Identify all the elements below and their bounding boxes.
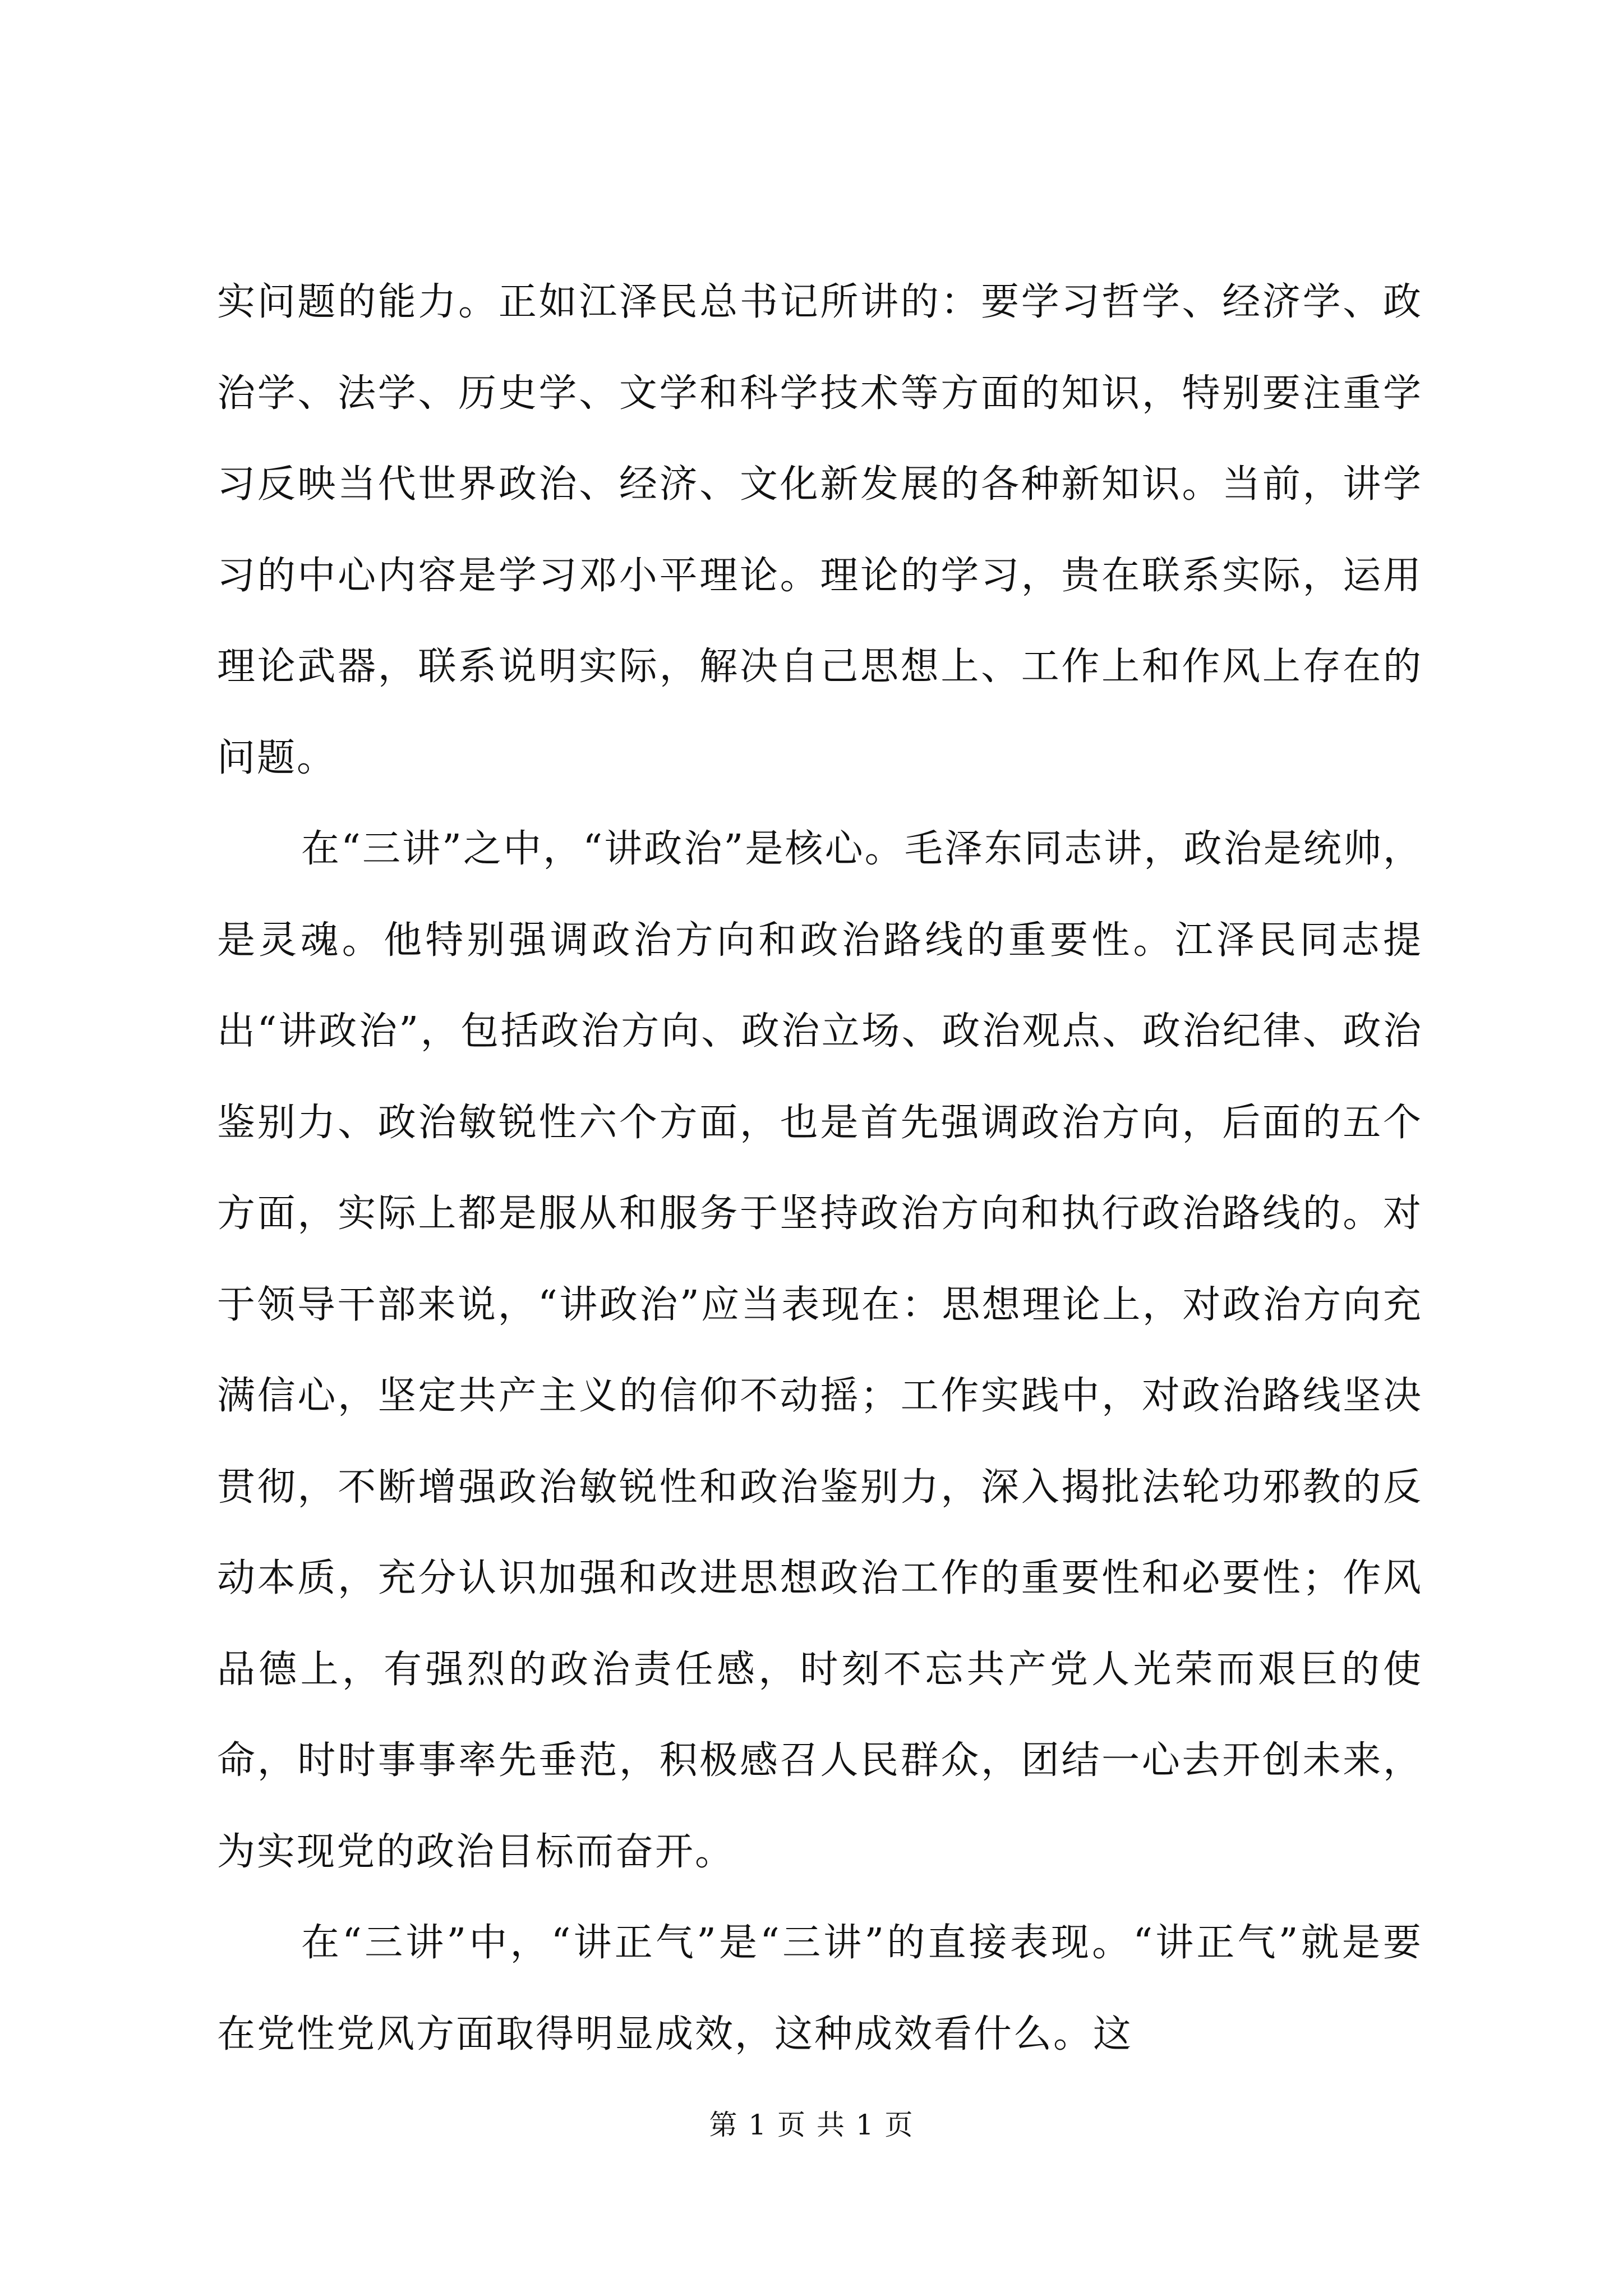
paragraph-3: 在“三讲”中，“讲正气”是“三讲”的直接表现。“讲正气”就是要在党性党风方面取得明显成效，这种成效看什么。这 (217, 1921, 1423, 2056)
document-body (217, 257, 1423, 2080)
paragraph-1: 实问题的能力。正如江泽民总书记所讲的：要学习哲学、经济学、政治学、法学、历史学、文学和科学技术等方面的知识，特别要注重学习反映当代世界政治、经济、文化新发展的各种新知识。当前，讲学习的中心内容是学习邓小平理论。理论的学习，贵在联系实际，运用理论武器，联系说明实际，解决自己思想上、工作上和作风上存在的问题。 (217, 280, 1423, 780)
page-number-footer: 第 1 页 共 1 页 (709, 2109, 914, 2141)
paragraph-2: 在“三讲”之中，“讲政治”是核心。毛泽东同志讲，政治是统帅，是灵魂。他特别强调政治方向和政治路线的重要性。江泽民同志提出“讲政治”，包括政治方向、政治立场、政治观点、政治纪律、政治鉴别力、政治敏锐性六个方面，也是首先强调政治方向，后面的五个方面，实际上都是服从和服务于坚持政治方向和执行政治路线的。对于领导干部来说，“讲政治”应当表现在：思想理论上，对政治方向充满信心，坚定共产主义的信仰不动摇；工作实践中，对政治路线坚决贯彻，不断增强政治敏锐性和政治鉴别力，深入揭批法轮功邪教的反动本质，充分认识加强和改进思想政治工作的重要性和必要性；作风品德上，有强烈的政治责任感，时刻不忘共产党人光荣而艰巨的使命，时时事事率先垂范，积极感召人民群众，团结一心去开创未来，为实现党的政治目标而奋开。 (217, 827, 1423, 1874)
